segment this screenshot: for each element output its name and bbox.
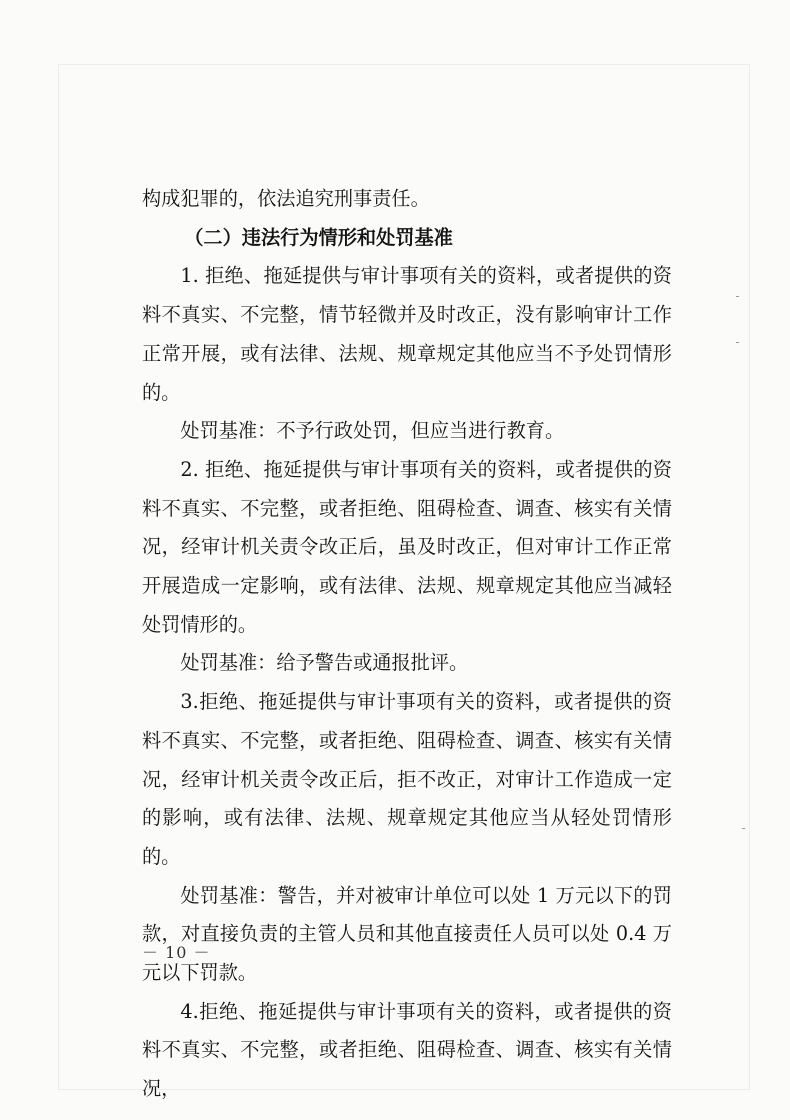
paragraph-penalty-3: 处罚基准：警告，并对被审计单位可以处 1 万元以下的罚款，对直接负责的主管人员和其他直接责任人员可以处 0.4 万元以下罚款。 bbox=[142, 883, 672, 985]
paragraph-penalty-2: 处罚基准：给予警告或通报批评。 bbox=[180, 651, 469, 675]
paragraph-item-3: 3.拒绝、拖延提供与审计事项有关的资料，或者提供的资料不真实、不完整，或者拒绝、阻碍检查、调查、核实有关情况，经审计机关责令改正后，拒不改正，对审计工作造成一定的影响，或有法律、法规、规章规定其他应当从轻处罚情形的。 bbox=[142, 690, 672, 868]
section-heading: （二）违法行为情形和处罚基准 bbox=[184, 225, 453, 249]
paragraph-continuation: 构成犯罪的，依法追究刑事责任。 bbox=[142, 187, 430, 210]
paragraph-item-4: 4.拒绝、拖延提供与审计事项有关的资料，或者提供的资料不真实、不完整，或者拒绝、阻碍检查、调查、核实有关情况， bbox=[142, 999, 672, 1101]
scan-speck bbox=[742, 828, 745, 829]
paragraph-item-1: 1. 拒绝、拖延提供与审计事项有关的资料，或者提供的资料不真实、不完整，情节轻微并及时改正，没有影响审计工作正常开展，或有法律、法规、规章规定其他应当不予处罚情形的。 bbox=[142, 264, 672, 404]
document-body bbox=[142, 180, 672, 1109]
scan-speck bbox=[736, 296, 739, 297]
paragraph-item-2: 2. 拒绝、拖延提供与审计事项有关的资料，或者提供的资料不真实、不完整，或者拒绝、阻碍检查、调查、核实有关情况，经审计机关责令改正后，虽及时改正，但对审计工作正常开展造成一定影响，或有法律、法规、规章规定其他应当减轻处罚情形的。 bbox=[142, 457, 672, 636]
paragraph-penalty-1: 处罚基准：不予行政处罚，但应当进行教育。 bbox=[180, 419, 565, 443]
scan-speck bbox=[736, 342, 739, 343]
page-number: － 10 － bbox=[142, 943, 211, 962]
